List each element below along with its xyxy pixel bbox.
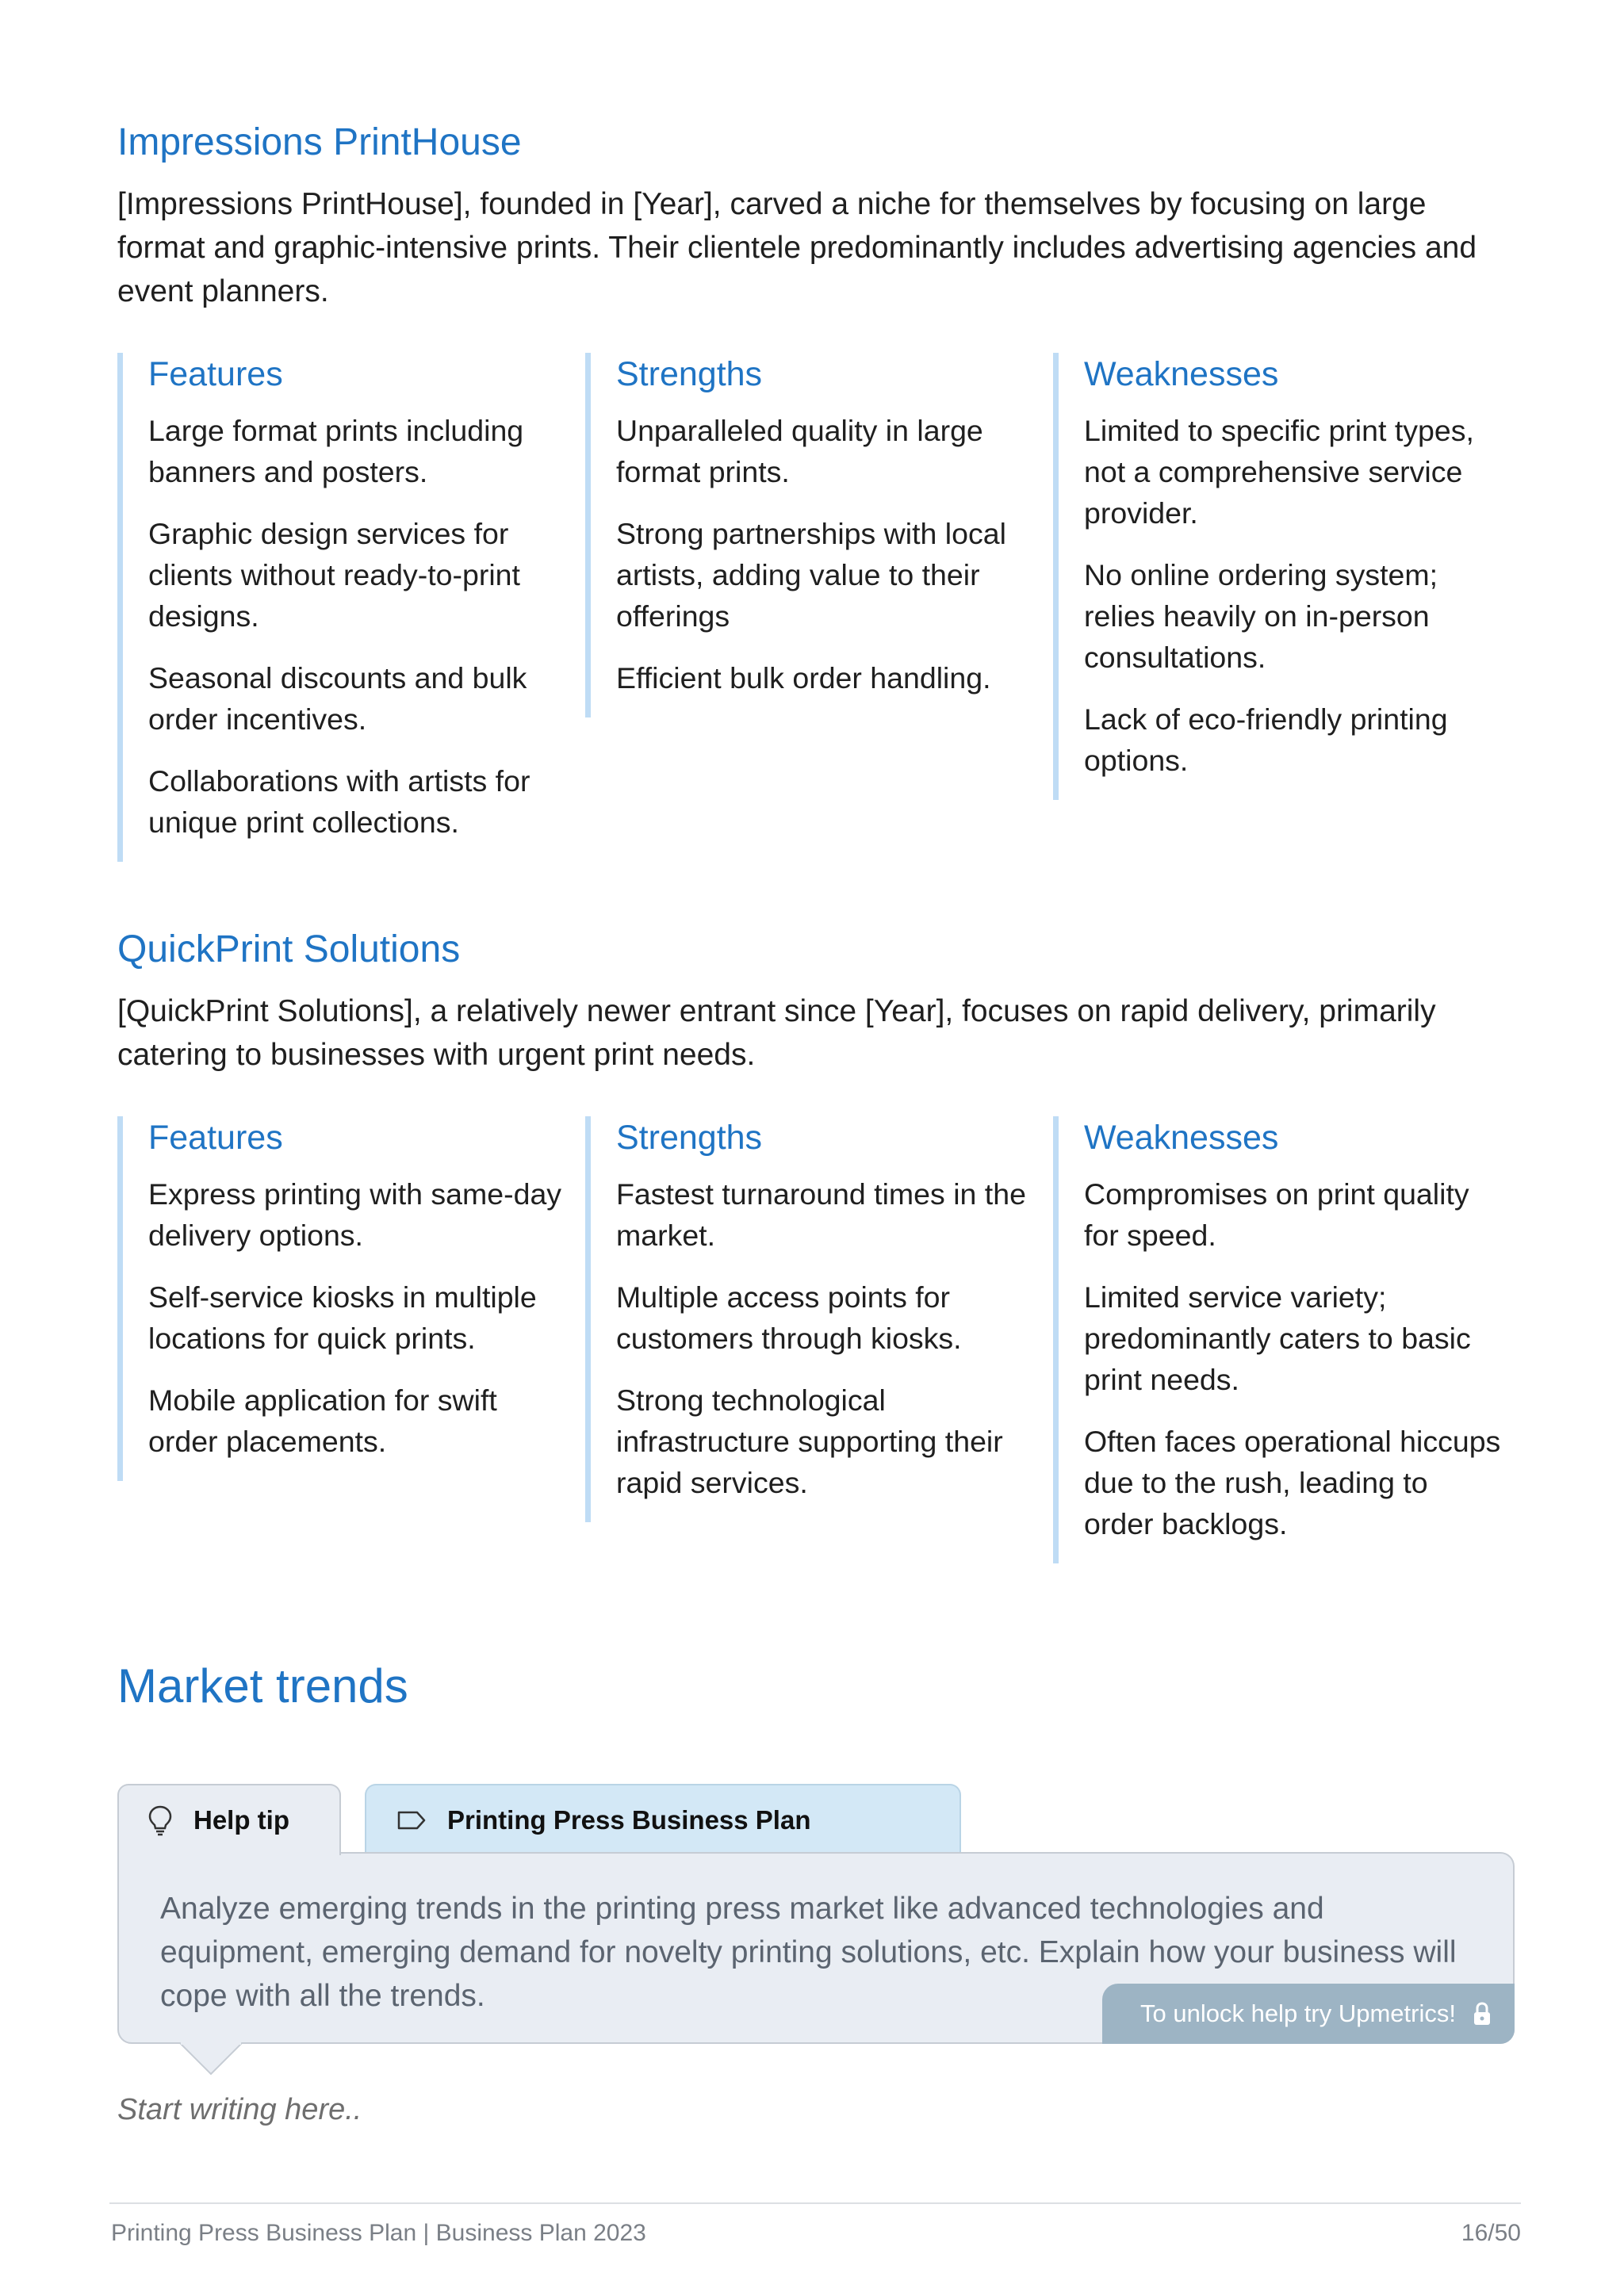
comparison-columns bbox=[117, 1116, 1521, 1563]
tab-help-tip[interactable] bbox=[117, 1784, 341, 1855]
tag-icon bbox=[396, 1809, 427, 1831]
unlock-label: To unlock help try Upmetrics! bbox=[1140, 1999, 1456, 2027]
footer-page-number: 16/50 bbox=[1461, 2220, 1521, 2246]
weakness-item: Limited to specific print types, not a comprehensive service provider. bbox=[1084, 414, 1474, 530]
strengths-heading: Strengths bbox=[616, 1119, 763, 1157]
feature-item: Graphic design services for clients without ready-to-print designs. bbox=[148, 517, 520, 633]
weaknesses-column bbox=[1053, 353, 1521, 862]
feature-item: Seasonal discounts and bulk order incentives. bbox=[148, 661, 527, 736]
features-heading: Features bbox=[148, 1119, 283, 1157]
feature-item: Express printing with same-day delivery options. bbox=[148, 1177, 562, 1252]
strengths-heading: Strengths bbox=[616, 355, 763, 393]
strength-item: Efficient bulk order handling. bbox=[616, 661, 991, 695]
weakness-item: Lack of eco-friendly printing options. bbox=[1084, 702, 1448, 777]
weakness-item: Limited service variety; predominantly caters to basic print needs. bbox=[1084, 1280, 1471, 1396]
weaknesses-heading: Weaknesses bbox=[1084, 355, 1279, 393]
company-title: QuickPrint Solutions bbox=[117, 928, 461, 970]
strength-item: Unparalleled quality in large format prints. bbox=[616, 414, 983, 488]
feature-item: Large format prints including banners and posters. bbox=[148, 414, 524, 488]
competitor-quickprint-solutions bbox=[117, 926, 1521, 1563]
lightbulb-icon bbox=[147, 1804, 173, 1836]
feature-item: Mobile application for swift order placements. bbox=[148, 1383, 497, 1458]
tab-business-plan-label: Printing Press Business Plan bbox=[447, 1805, 811, 1835]
strength-item: Strong technological infrastructure supporting their rapid services. bbox=[616, 1383, 1003, 1499]
comparison-columns bbox=[117, 353, 1521, 862]
features-column bbox=[117, 353, 585, 862]
tab-help-tip-label: Help tip bbox=[193, 1805, 289, 1835]
strengths-column bbox=[585, 353, 1053, 862]
strength-item: Multiple access points for customers through kiosks. bbox=[616, 1280, 962, 1355]
strength-item: Fastest turnaround times in the market. bbox=[616, 1177, 1026, 1252]
lock-icon bbox=[1472, 2001, 1492, 2026]
features-column bbox=[117, 1116, 585, 1563]
company-intro: [QuickPrint Solutions], a relatively newer entrant since [Year], focuses on rapid delivery, primarily catering to businesses with urgent print needs. bbox=[117, 994, 1436, 1072]
feature-item: Self-service kiosks in multiple locations for quick prints. bbox=[148, 1280, 537, 1355]
weaknesses-column bbox=[1053, 1116, 1521, 1563]
weakness-item: Often faces operational hiccups due to the rush, leading to order backlogs. bbox=[1084, 1425, 1501, 1540]
strength-item: Strong partnerships with local artists, adding value to their offerings bbox=[616, 517, 1006, 633]
help-tip-text: Analyze emerging trends in the printing press market like advanced technologies and equipment, emerging demand for novelty printing solutions, etc. Explain how your business will cope with all the trends. bbox=[160, 1892, 1457, 2013]
writing-area-placeholder[interactable]: Start writing here.. bbox=[117, 2093, 362, 2126]
features-heading: Features bbox=[148, 355, 283, 393]
section-title-market-trends: Market trends bbox=[117, 1659, 408, 1712]
tip-pointer bbox=[179, 2042, 243, 2077]
unlock-upmetrics-button[interactable] bbox=[1102, 1984, 1515, 2044]
company-intro: [Impressions PrintHouse], founded in [Year], carved a niche for themselves by focusing on large format and graphic-intensive prints. Their clientele predominantly includes advertising agencies and event planners. bbox=[117, 187, 1477, 308]
company-title: Impressions PrintHouse bbox=[117, 121, 522, 163]
weakness-item: Compromises on print quality for speed. bbox=[1084, 1177, 1469, 1252]
weaknesses-heading: Weaknesses bbox=[1084, 1119, 1279, 1157]
footer-document-title: Printing Press Business Plan | Business Plan 2023 bbox=[111, 2220, 646, 2246]
weakness-item: No online ordering system; relies heavily on in-person consultations. bbox=[1084, 558, 1438, 674]
strengths-column bbox=[585, 1116, 1053, 1563]
help-tip-box bbox=[117, 1852, 1515, 2044]
tab-business-plan[interactable] bbox=[365, 1784, 961, 1855]
footer-divider bbox=[109, 2202, 1521, 2204]
feature-item: Collaborations with artists for unique print collections. bbox=[148, 764, 530, 839]
competitor-impressions-printhouse bbox=[117, 119, 1521, 862]
